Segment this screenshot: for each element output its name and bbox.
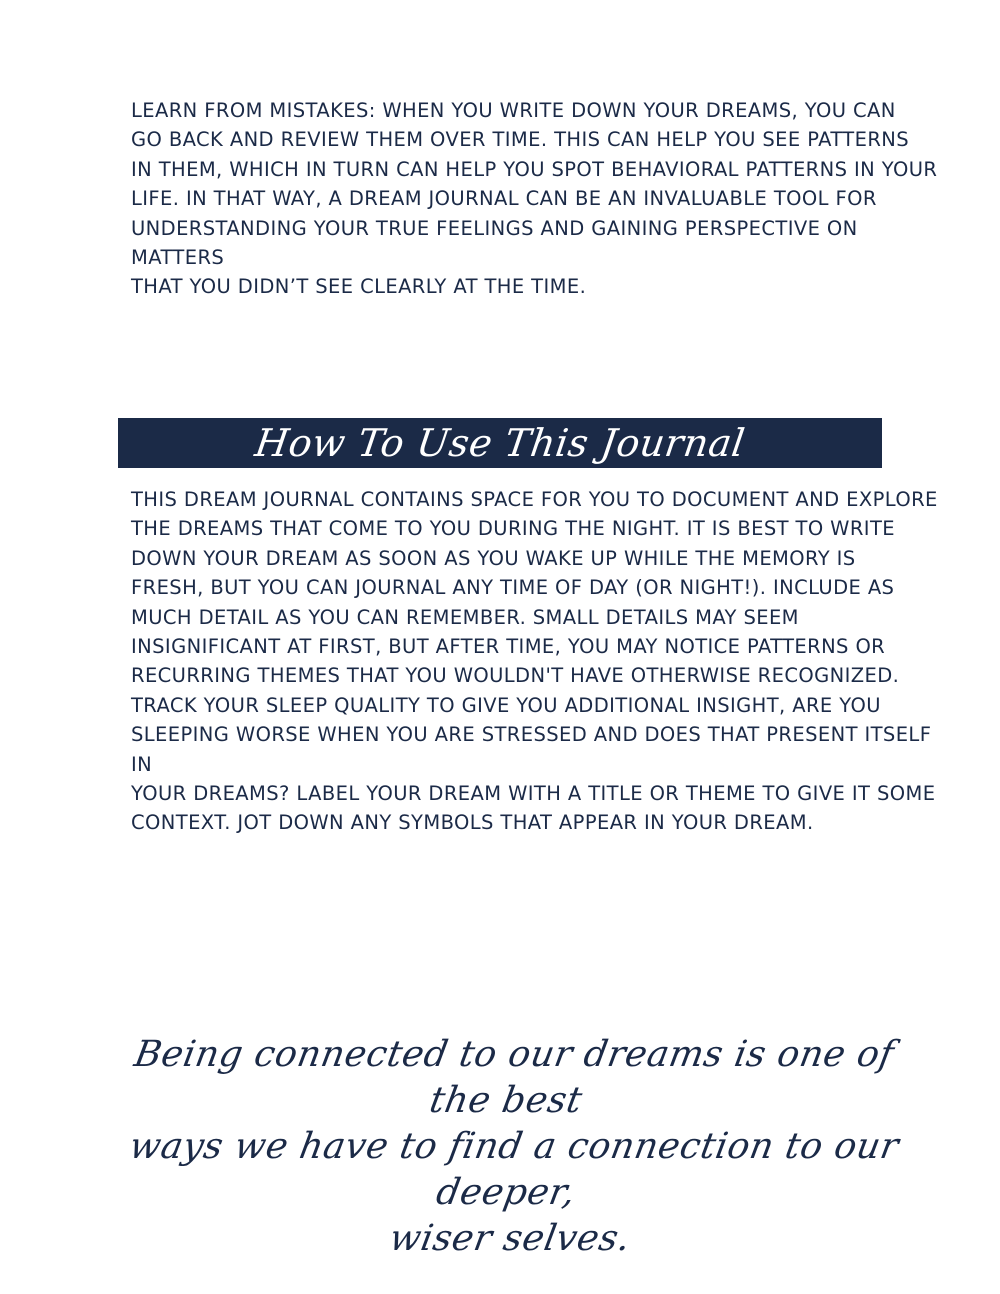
how-to-line: SLEEPING WORSE WHEN YOU ARE STRESSED AND DOES THAT PRESENT ITSELF <box>131 723 932 747</box>
how-to-line: THE DREAMS THAT COME TO YOU DURING THE NIGHT. IT IS BEST TO WRITE <box>131 517 895 541</box>
how-to-line: CONTEXT. JOT DOWN ANY SYMBOLS THAT APPEAR IN YOUR DREAM. <box>131 811 814 835</box>
how-to-paragraph <box>131 485 938 838</box>
how-to-line: FRESH, BUT YOU CAN JOURNAL ANY TIME OF DAY (OR NIGHT!). INCLUDE AS <box>131 576 895 600</box>
how-to-line: IN <box>131 752 153 776</box>
how-to-line: THIS DREAM JOURNAL CONTAINS SPACE FOR YOU TO DOCUMENT AND EXPLORE <box>131 488 938 511</box>
intro-line: LEARN FROM MISTAKES: WHEN YOU WRITE DOWN YOUR DREAMS, YOU CAN <box>131 99 896 122</box>
how-to-line: RECURRING THEMES THAT YOU WOULDN'T HAVE OTHERWISE RECOGNIZED. <box>131 664 900 688</box>
how-to-line: DOWN YOUR DREAM AS SOON AS YOU WAKE UP WHILE THE MEMORY IS <box>131 546 856 570</box>
closing-quote <box>100 1032 920 1262</box>
how-to-line: TRACK YOUR SLEEP QUALITY TO GIVE YOU ADDITIONAL INSIGHT, ARE YOU <box>131 693 881 717</box>
how-to-line: INSIGNIFICANT AT FIRST, BUT AFTER TIME, YOU MAY NOTICE PATTERNS OR <box>131 635 886 659</box>
intro-line: THAT YOU DIDN’T SEE CLEARLY AT THE TIME. <box>131 275 587 299</box>
intro-line: IN THEM, WHICH IN TURN CAN HELP YOU SPOT BEHAVIORAL PATTERNS IN YOUR <box>131 157 938 181</box>
intro-line: GO BACK AND REVIEW THEM OVER TIME. THIS CAN HELP YOU SEE PATTERNS <box>131 128 910 152</box>
intro-line: MATTERS <box>131 246 225 270</box>
quote-line: wiser selves. <box>386 1218 634 1259</box>
intro-paragraph <box>131 96 937 302</box>
quote-line: ways we have to find a connection to our deeper, <box>126 1126 902 1213</box>
section-title: How To Use This Journal <box>252 421 748 465</box>
intro-line: UNDERSTANDING YOUR TRUE FEELINGS AND GAINING PERSPECTIVE ON <box>131 216 858 240</box>
section-banner <box>118 418 882 468</box>
how-to-line: YOUR DREAMS? LABEL YOUR DREAM WITH A TITLE OR THEME TO GIVE IT SOME <box>131 782 936 806</box>
quote-line: Being connected to our dreams is one of the best <box>131 1034 898 1121</box>
how-to-line: MUCH DETAIL AS YOU CAN REMEMBER. SMALL DETAILS MAY SEEM <box>131 605 799 629</box>
intro-line: LIFE. IN THAT WAY, A DREAM JOURNAL CAN BE AN INVALUABLE TOOL FOR <box>131 187 877 211</box>
